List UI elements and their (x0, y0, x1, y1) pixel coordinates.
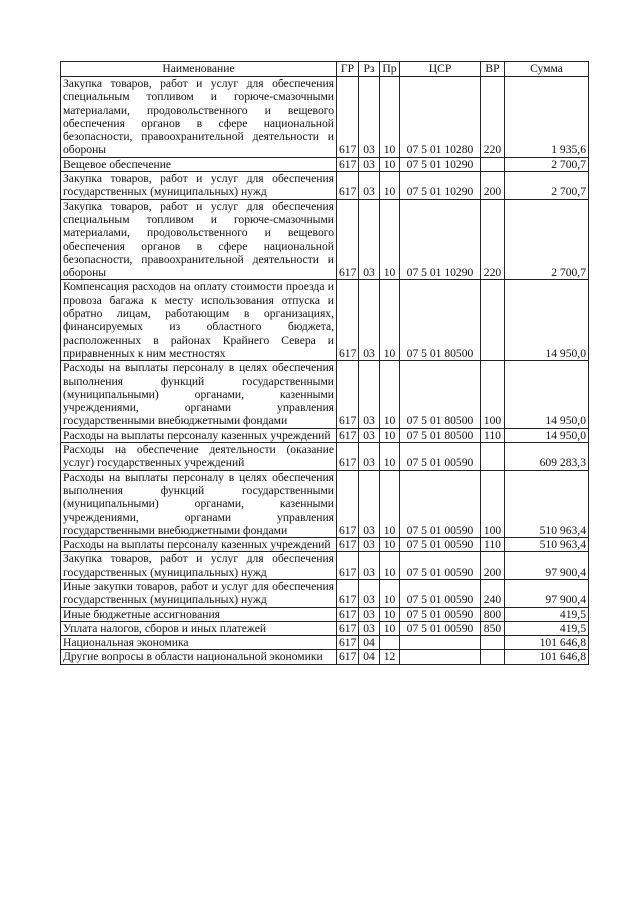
cell-vr (481, 443, 505, 471)
cell-gr: 617 (337, 77, 359, 158)
cell-name: Компенсация расходов на оплату стоимости проезда и провоза багажа к месту использования отпуска и обратно лицам, работающим в организациях, финансируемых из областного бюджета, расположенных в районах Крайнего Севера и приравненных к ним местностях (61, 280, 337, 361)
cell-vr: 220 (481, 199, 505, 280)
cell-csr: 07 5 01 80500 (400, 280, 481, 361)
cell-csr: 07 5 01 10280 (400, 77, 481, 158)
document-page (60, 61, 589, 665)
cell-pr: 10 (380, 538, 400, 552)
cell-name: Иные бюджетные ассигнования (61, 607, 337, 621)
table-row (61, 636, 589, 650)
cell-name: Иные закупки товаров, работ и услуг для обеспечения государственных (муниципальных) нужд (61, 579, 337, 607)
cell-gr: 617 (337, 538, 359, 552)
cell-vr: 200 (481, 552, 505, 580)
cell-name: Расходы на выплаты персоналу в целях обеспечения выполнения функций государственными (муниципальными) органами, казенными учреждениями, органами управления государственными внебюджетными фондами (61, 361, 337, 428)
cell-pr: 10 (380, 199, 400, 280)
cell-name: Закупка товаров, работ и услуг для обеспечения специальным топливом и горюче-смазочными материалами, продовольственного и вещевого обеспечения органов в сфере национальной безопасности, правоохранительной деятельности и обороны (61, 77, 337, 158)
cell-pr: 10 (380, 280, 400, 361)
header-name: Наименование (61, 62, 337, 77)
cell-gr: 617 (337, 470, 359, 537)
cell-name: Расходы на выплаты персоналу казенных учреждений (61, 428, 337, 442)
table-row (61, 579, 589, 607)
cell-rz: 03 (359, 621, 380, 635)
table-row (61, 77, 589, 158)
cell-pr (380, 636, 400, 650)
cell-csr: 07 5 01 00590 (400, 538, 481, 552)
cell-name: Закупка товаров, работ и услуг для обеспечения специальным топливом и горюче-смазочными материалами, продовольственного и вещевого обеспечения органов в сфере национальной безопасности, правоохранительной деятельности и обороны (61, 199, 337, 280)
table-row (61, 470, 589, 537)
cell-csr: 07 5 01 00590 (400, 579, 481, 607)
cell-pr: 10 (380, 579, 400, 607)
cell-rz: 03 (359, 538, 380, 552)
cell-csr: 07 5 01 00590 (400, 621, 481, 635)
cell-sum: 2 700,7 (505, 199, 589, 280)
table-row (61, 538, 589, 552)
cell-vr (481, 650, 505, 664)
cell-csr: 07 5 01 00590 (400, 607, 481, 621)
cell-csr (400, 636, 481, 650)
cell-sum: 419,5 (505, 621, 589, 635)
cell-sum: 101 646,8 (505, 636, 589, 650)
table-row (61, 361, 589, 428)
cell-sum: 97 900,4 (505, 579, 589, 607)
cell-rz: 03 (359, 552, 380, 580)
cell-gr: 617 (337, 172, 359, 200)
cell-rz: 03 (359, 443, 380, 471)
cell-gr: 617 (337, 579, 359, 607)
cell-sum: 101 646,8 (505, 650, 589, 664)
cell-pr: 10 (380, 621, 400, 635)
cell-vr: 220 (481, 77, 505, 158)
table-row (61, 280, 589, 361)
table-row (61, 552, 589, 580)
table-row (61, 172, 589, 200)
cell-csr: 07 5 01 00590 (400, 552, 481, 580)
cell-rz: 03 (359, 199, 380, 280)
budget-table (60, 61, 589, 665)
cell-gr: 617 (337, 650, 359, 664)
cell-sum: 14 950,0 (505, 280, 589, 361)
cell-vr: 200 (481, 172, 505, 200)
cell-pr: 10 (380, 552, 400, 580)
cell-sum: 14 950,0 (505, 428, 589, 442)
table-row (61, 199, 589, 280)
cell-sum: 510 963,4 (505, 538, 589, 552)
cell-pr: 10 (380, 77, 400, 158)
cell-pr: 10 (380, 361, 400, 428)
cell-rz: 03 (359, 77, 380, 158)
cell-vr: 110 (481, 538, 505, 552)
cell-name: Вещевое обеспечение (61, 157, 337, 171)
cell-vr: 100 (481, 361, 505, 428)
cell-sum: 419,5 (505, 607, 589, 621)
cell-csr: 07 5 01 80500 (400, 428, 481, 442)
cell-rz: 03 (359, 579, 380, 607)
cell-pr: 10 (380, 470, 400, 537)
cell-vr: 240 (481, 579, 505, 607)
header-gr: ГР (337, 62, 359, 77)
cell-pr: 10 (380, 443, 400, 471)
cell-rz: 03 (359, 361, 380, 428)
cell-vr: 800 (481, 607, 505, 621)
cell-gr: 617 (337, 636, 359, 650)
cell-name: Другие вопросы в области национальной экономики (61, 650, 337, 664)
cell-sum: 97 900,4 (505, 552, 589, 580)
cell-pr: 12 (380, 650, 400, 664)
table-header-row (61, 62, 589, 77)
header-vr: ВР (481, 62, 505, 77)
cell-rz: 03 (359, 428, 380, 442)
cell-gr: 617 (337, 428, 359, 442)
cell-sum: 609 283,3 (505, 443, 589, 471)
cell-csr: 07 5 01 10290 (400, 199, 481, 280)
cell-name: Уплата налогов, сборов и иных платежей (61, 621, 337, 635)
cell-rz: 04 (359, 636, 380, 650)
cell-gr: 617 (337, 621, 359, 635)
cell-vr: 100 (481, 470, 505, 537)
cell-sum: 1 935,6 (505, 77, 589, 158)
cell-name: Национальная экономика (61, 636, 337, 650)
cell-csr: 07 5 01 00590 (400, 470, 481, 537)
cell-pr: 10 (380, 157, 400, 171)
cell-sum: 2 700,7 (505, 157, 589, 171)
cell-csr: 07 5 01 80500 (400, 361, 481, 428)
cell-rz: 04 (359, 650, 380, 664)
cell-name: Закупка товаров, работ и услуг для обеспечения государственных (муниципальных) нужд (61, 552, 337, 580)
cell-csr (400, 650, 481, 664)
cell-name: Расходы на выплаты персоналу казенных учреждений (61, 538, 337, 552)
cell-gr: 617 (337, 157, 359, 171)
header-csr: ЦСР (400, 62, 481, 77)
cell-vr: 110 (481, 428, 505, 442)
cell-gr: 617 (337, 280, 359, 361)
table-row (61, 428, 589, 442)
cell-csr: 07 5 01 10290 (400, 172, 481, 200)
cell-name: Расходы на выплаты персоналу в целях обеспечения выполнения функций государственными (муниципальными) органами, казенными учреждениями, органами управления государственными внебюджетными фондами (61, 470, 337, 537)
cell-pr: 10 (380, 607, 400, 621)
cell-name: Расходы на обеспечение деятельности (оказание услуг) государственных учреждений (61, 443, 337, 471)
cell-gr: 617 (337, 361, 359, 428)
cell-rz: 03 (359, 607, 380, 621)
cell-csr: 07 5 01 10290 (400, 157, 481, 171)
cell-gr: 617 (337, 607, 359, 621)
cell-sum: 2 700,7 (505, 172, 589, 200)
cell-name: Закупка товаров, работ и услуг для обеспечения государственных (муниципальных) нужд (61, 172, 337, 200)
cell-gr: 617 (337, 443, 359, 471)
cell-vr (481, 157, 505, 171)
cell-pr: 10 (380, 172, 400, 200)
cell-vr: 850 (481, 621, 505, 635)
cell-rz: 03 (359, 157, 380, 171)
cell-gr: 617 (337, 552, 359, 580)
cell-csr: 07 5 01 00590 (400, 443, 481, 471)
cell-rz: 03 (359, 280, 380, 361)
table-row (61, 621, 589, 635)
cell-sum: 510 963,4 (505, 470, 589, 537)
cell-sum: 14 950,0 (505, 361, 589, 428)
cell-rz: 03 (359, 172, 380, 200)
header-pr: Пр (380, 62, 400, 77)
table-row (61, 607, 589, 621)
table-row (61, 650, 589, 664)
cell-vr (481, 636, 505, 650)
cell-pr: 10 (380, 428, 400, 442)
cell-rz: 03 (359, 470, 380, 537)
header-rz: Рз (359, 62, 380, 77)
table-row (61, 443, 589, 471)
table-row (61, 157, 589, 171)
cell-gr: 617 (337, 199, 359, 280)
header-sum: Сумма (505, 62, 589, 77)
cell-vr (481, 280, 505, 361)
